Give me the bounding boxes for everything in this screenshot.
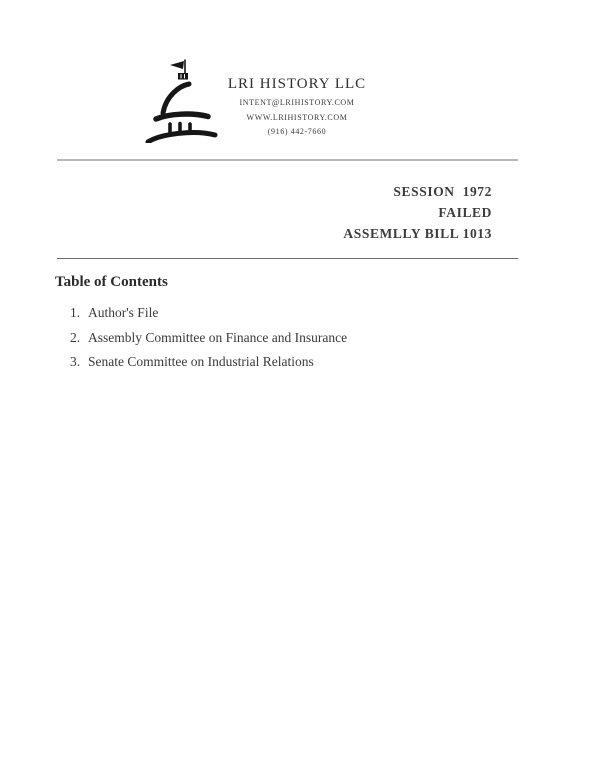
- letterhead: [197, 76, 397, 136]
- toc-item: [70, 301, 530, 326]
- toc-item-number: 1.: [70, 305, 81, 320]
- toc-item: [70, 326, 530, 351]
- toc-item-label: Assembly Committee on Finance and Insurance: [88, 329, 348, 345]
- toc-item: [70, 350, 530, 375]
- bill-number: ASSEMLLY BILL 1013: [343, 226, 492, 241]
- session-year: SESSION 1972: [393, 184, 492, 199]
- toc-title: Table of Contents: [55, 274, 168, 290]
- horizontal-rule-bottom: [57, 258, 518, 259]
- horizontal-rule-top: [57, 159, 518, 161]
- company-email: INTENT@LRIHISTORY.COM: [239, 98, 355, 107]
- company-phone: (916) 442-7660: [267, 127, 327, 136]
- bill-status: FAILED: [438, 205, 492, 220]
- toc-item-label: Senate Committee on Industrial Relations: [88, 354, 314, 369]
- toc-item-label: Author's File: [88, 305, 159, 320]
- toc-list: [70, 301, 530, 375]
- toc-item-number: 3.: [70, 354, 81, 369]
- toc-item-number: 2.: [70, 329, 81, 345]
- company-name: LRI HISTORY LLC: [227, 76, 367, 92]
- company-website: WWW.LRIHISTORY.COM: [246, 112, 348, 122]
- case-info-block: [252, 181, 492, 244]
